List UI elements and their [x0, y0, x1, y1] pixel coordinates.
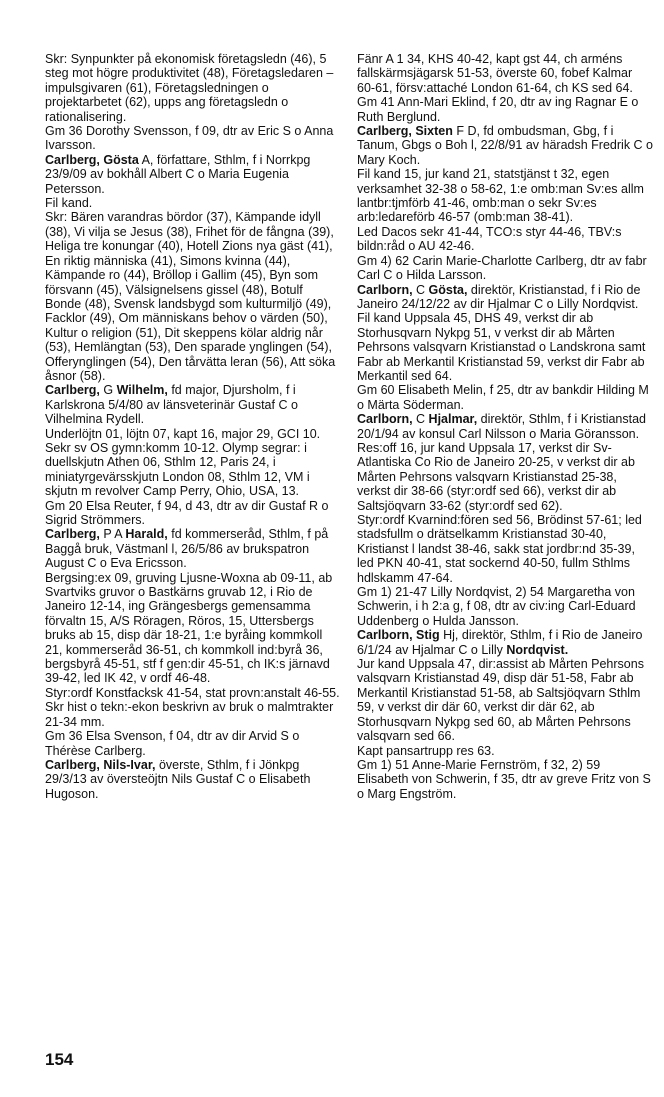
entry-given-name: Harald,	[125, 527, 168, 542]
biography-entry	[357, 628, 653, 657]
entry-paragraph: Gm 36 Dorothy Svensson, f 09, dtr av Eric S o Anna Ivarsson.	[45, 124, 334, 153]
entry-name: Carlborn,	[357, 412, 413, 427]
entry-name: Carlberg,	[45, 527, 100, 542]
entry-paragraph: Gm 36 Elsa Svenson, f 04, dtr av dir Arvid S o Thérèse Carlberg.	[45, 729, 300, 758]
entry-paragraph: Bergsing:ex 09, gruving Ljusne-Woxna ab 09-11, ab Svartviks gruvor o Bastkärns gruvab 12, i Rio de Janeiro 12-14, ing Grängesbergs gemensamma förvaltn 15, A/S Röragen, Röros, 15, Uttersbergs bruks ab 15, disp där 18-21, 1:e byråing kommkoll 21, kommerseråd 36-51, ch kommkoll ind:byrå 36, bergsbyrå 45-51, stf f gen:dir 45-51, ch IK:s järnavd 39-42, led IK 42, v ordf 46-48.	[45, 570, 333, 686]
biography-entry	[357, 412, 653, 441]
entry-details-cont: direktör, Sthlm, f i Kristianstad 20/1/94 av konsul Carl Nilsson o Maria Göransson.	[357, 412, 646, 441]
entry-paragraph: Skr: Synpunkter på ekonomisk företagsledn (46), 5 steg mot högre produktivitet (48), Företagsledaren – impulsgivaren (61), Företagsledningen o projektarbetet (62), upps ang företagsledn o rationalisering.	[45, 52, 334, 124]
entry-paragraph: Led Dacos sekr 41-44, TCO:s styr 44-46, TBV:s bildn:råd o AU 42-46.	[357, 224, 622, 254]
biography-entry	[45, 153, 341, 196]
entry-paragraph: Jur kand Uppsala 47, dir:assist ab Mårten Pehrsons valsqvarn Kristianstad 49, disp där 51-58, Fabr ab Merkantil Kristianstad 51-58, ab Saltsjöqvarn Sthlm 59, v verkst dir där 60, verkst dir där 62, ab Storhusqvarn Nykpg sed 60, ab Mårten Pehrsons valsqvarn sed 66.	[357, 657, 644, 744]
entry-details: A, författare, Sthlm, f i Norrkpg 23/9/09 av bokhåll Albert C o Maria Eugenia Petersson.	[45, 152, 311, 196]
entry-paragraph: Gm 41 Ann-Mari Eklind, f 20, dtr av ing Ragnar E o Ruth Berglund.	[357, 95, 639, 124]
entry-paragraph: Fil kand Uppsala 45, DHS 49, verkst dir ab Storhusqvarn Nykpg 51, v verkst dir ab Mårten Pehrsons valsqvarn Kristianstad o Landskrona samt Fabr ab Merkantil Kristianstad 59, verkst dir Fabr ab Merkantil sed 64.	[357, 311, 646, 383]
entry-details: C	[412, 282, 429, 297]
entry-details: överste, Sthlm, f i Jönkpg 29/3/13 av översteöjtn Nils Gustaf C o Elisabeth Hugoson.	[45, 757, 311, 801]
entry-paragraph: Gm 60 Elisabeth Melin, f 25, dtr av bankdir Hilding M o Märta Söderman.	[357, 383, 649, 412]
left-column	[45, 52, 341, 801]
entry-name: Carlberg, Sixten	[357, 124, 453, 139]
entry-paragraph: Gm 1) 51 Anne-Marie Fernström, f 32, 2) 59 Elisabeth von Schwerin, f 35, dtr av greve Fritz von S o Marg Engström.	[357, 757, 651, 801]
entry-given-name: Wilhelm,	[116, 383, 168, 398]
entry-details: G	[99, 383, 117, 398]
biography-entry	[357, 124, 653, 167]
entry-paragraph: Skr: Bären varandras bördor (37), Kämpande idyll (38), Vi vilja se Jesus (38), Frihet för de fångna (39), Heliga tre konungar (40), Hotell Zions nya gäst (41), En riktig människa (41), Simons kvinna (44), Kämpande ro (44), Bröllop i Gallim (45), Byn som försvann (45), Välsignelsens gissel (48), Botulf Bonde (48), Svensk landsbygd som kulturmiljö (49), Facklor (49), Om människans behov o värden (50), Kultur o religion (51), Dit skeppens kölar aldrig når (53), Hemlängtan (53), Den sparade ynglingen (54), Offerynglingen (54), Den tårvätta leran (56), Att söka åsnor (58).	[45, 210, 336, 383]
entry-name: Carlborn,	[357, 282, 413, 297]
entry-details: F D, fd ombudsman, Gbg, f i Tanum, Gbgs o Boh l, 22/8/91 av häradsh Fredrik C o Mary Koch.	[357, 124, 653, 167]
entry-paragraph: Res:off 16, jur kand Uppsala 17, verkst dir Sv-Atlantiska Co Rio de Janeiro 20-25, v verkst dir ab Mårten Pehrsons valsqvarn Kristianstad 25-38, verkst dir 38-66 (styr:ordf sed 66), verkst dir ab Saltsjöqvarn 33-62 (styr:ordf sed 62).	[357, 440, 635, 513]
biography-entry	[45, 527, 341, 570]
entry-paragraph: Fil kand 15, jur kand 21, statstjänst t 32, egen verksamhet 32-38 o 58-62, 1:e omb:man Sv:es allm lantbr:tjmförb 41-46, omb:man o sekr Sv:es arb:ledareförb 46-57 (omb:man 38-41).	[357, 167, 644, 225]
entry-details-cont: fd major, Djursholm, f i Karlskrona 5/4/80 av länsveterinär Gustaf C o Vilhelmina Rydell.	[45, 383, 298, 427]
entry-paragraph: Sekr sv OS gymn:komm 10-12. Olymp segrar: i duellskjutn Athen 06, Sthlm 12, Paris 24, i miniatyrgevärsskjutn London 08, Sthlm 12, VM i skjutn m revolver Camp Perry, Ohio, USA, 13.	[45, 440, 310, 499]
entry-given-name: Hjalmar,	[428, 412, 478, 427]
entry-details-cont: direktör, Kristianstad, f i Rio de Janeiro 24/12/22 av dir Hjalmar C o Lilly Nordqvist.	[357, 282, 641, 311]
page-number: 154	[45, 1050, 74, 1069]
biography-entry	[45, 758, 341, 801]
entry-name: Carlberg, Gösta	[45, 152, 139, 167]
entry-paragraph: Fänr A 1 34, KHS 40-42, kapt gst 44, ch arméns fallskärmsjägarsk 51-53, överste 60, fobef Kalmar 60-61, försv:attaché London 61-64, ch KS sed 64.	[357, 52, 633, 95]
entry-details: Hj, direktör, Sthlm, f i Rio de Janeiro 6/1/24 av Hjalmar C o Lilly	[357, 628, 643, 657]
entry-paragraph: Styr:ordf Konstfacksk 41-54, stat provn:anstalt 46-55.	[45, 685, 340, 700]
entry-paragraph: Skr hist o tekn:-ekon beskrivn av bruk o malmtrakter 21-34 mm.	[45, 700, 334, 729]
right-column	[357, 52, 653, 801]
entry-given-name: Nordqvist.	[506, 642, 569, 657]
entry-paragraph: Gm 1) 21-47 Lilly Nordqvist, 2) 54 Margaretha von Schwerin, i h 2:a g, f 08, dtr av civ:ing Carl-Eduard Uddenberg o Hulda Jansson.	[357, 585, 636, 628]
entry-given-name: Gösta,	[428, 282, 468, 297]
entry-paragraph: Gm 4) 62 Carin Marie-Charlotte Carlberg, dtr av fabr Carl C o Hilda Larsson.	[357, 253, 647, 283]
entry-details: P A	[99, 527, 126, 542]
entry-paragraph: Gm 20 Elsa Reuter, f 94, d 43, dtr av dir Gustaf R o Sigrid Strömmers.	[45, 498, 329, 527]
entry-paragraph: Kapt pansartrupp res 63.	[357, 743, 495, 758]
entry-name: Carlberg,	[45, 383, 100, 398]
entry-paragraph: Underlöjtn 01, löjtn 07, kapt 16, major 29, GCI 10.	[45, 426, 321, 441]
entry-name: Carlborn, Stig	[357, 628, 440, 643]
entry-details-cont: fd kommerseråd, Sthlm, f på Baggå bruk, Västmanl l, 26/5/86 av brukspatron August C o Eva Ericsson.	[45, 527, 329, 571]
biography-entry	[45, 383, 341, 426]
entry-paragraph: Fil kand.	[45, 196, 93, 211]
entry-details: C	[412, 412, 429, 427]
biography-entry	[357, 283, 653, 312]
entry-paragraph: Styr:ordf Kvarnind:fören sed 56, Brödinst 57-61; led stadsfullm o drätselkamm Kristianstad 30-40, Kristianst l landst 38-46, sakk stat jordbr:nd 35-39, led PKN 40-41, stat sockernd 40-50, fullm Sthlms hdlskamm 47-64.	[357, 513, 642, 585]
entry-name: Carlberg, Nils-Ivar,	[45, 757, 156, 772]
